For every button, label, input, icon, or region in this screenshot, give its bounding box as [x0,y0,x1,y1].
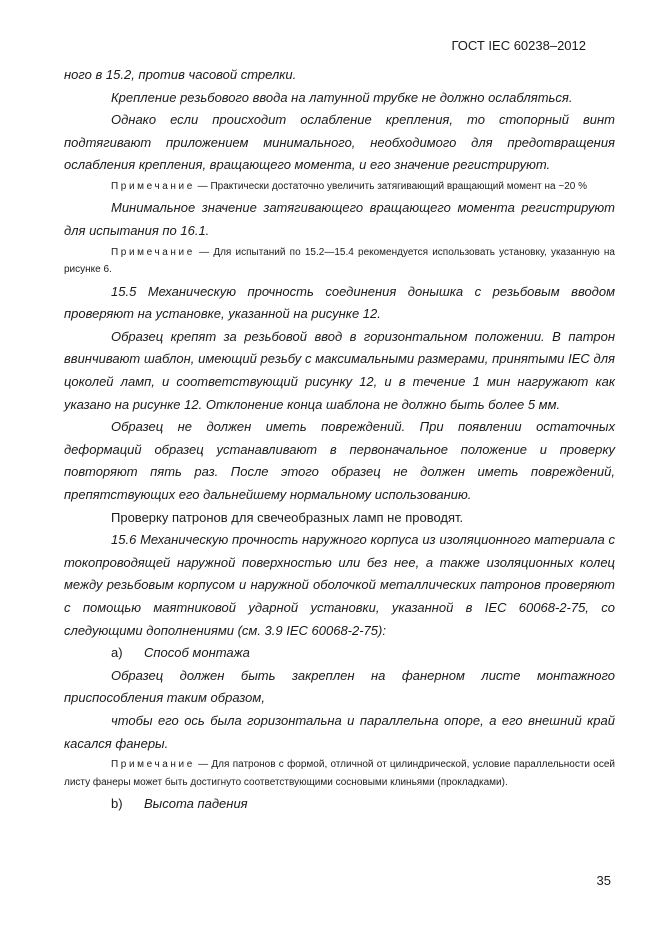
paragraph: Образец должен быть закреплен на фанерном листе монтажного приспособления таким образом, [64,667,615,706]
note-text: — Практически достаточно увеличить затягивающий вращающий момент на ~20 % [194,180,587,192]
clause-15-6: 15.6 Механическую прочность наружного корпуса из изоляционного материала с токопроводящей наружной поверхностью или без нее, а также изоляционных колец между резьбовым корпусом и наружной оболочкой металлических патронов проверяют с помощью маятниковой ударной установки, указанной в IEC 60068-2-75, со следующими дополнениями (см. 3.9 IEC 60068-2-75): [64,532,615,638]
paragraph: чтобы его ось была горизонтальна и параллельна опоре, а его внешний край касался фанеры. [64,712,615,751]
note-lead: Примечание [111,246,195,258]
paragraph: Проверку патронов для свечеобразных ламп не проводят. [111,509,464,525]
paragraph: Крепление резьбового ввода на латунной трубке не должно ослабляться. [111,89,573,105]
note-text: — Для испытаний по 15.2—15.4 рекомендуется использовать установку, указанную на рисунке 6. [64,246,615,276]
page-number: 35 [596,873,611,888]
note [64,756,615,791]
note-lead: Примечание [111,180,195,192]
list-item-label: Способ монтажа [144,645,250,661]
list-item-b [64,793,615,816]
page-body [64,64,615,816]
paragraph: Образец крепят за резьбовой ввод в горизонтальном положении. В патрон ввинчивают шаблон, имеющий резьбу с максимальными размерами, принятыми IEC для цоколей ламп, и соответствующий рисунку 12, и в течение 1 мин нагружают как указано на рисунке 12. Отклонение конца шаблона не должно быть более 5 мм. [64,328,615,412]
paragraph: Однако если происходит ослабление крепления, то стопорный винт подтягивают приложением минимального, необходимого для предотвращения ослабления крепления, вращающего момента, и его значение регистрируют. [64,112,615,173]
note [64,178,615,196]
list-item-a [64,642,615,665]
list-item-label: Высота падения [144,796,248,812]
clause-15-5: 15.5 Механическую прочность соединения донышка с резьбовым вводом проверяют на установке, указанной на рисунке 12. [64,283,615,322]
paragraph: Образец не должен иметь повреждений. При появлении остаточных деформаций образец устанавливают в первоначальное положение и проверку повторяют пять раз. После этого образец не должен иметь повреждений, препятствующих его дальнейшему нормальному использованию. [64,419,615,502]
paragraph: Минимальное значение затягивающего вращающего момента регистрируют для испытания по 16.1. [64,200,615,239]
note-text: — Для патронов с формой, отличной от цилиндрической, условие параллельности осей листу фанеры может быть достигнуто соответствующими сосновыми клиньями (прокладками). [64,759,615,788]
list-marker: a) [111,645,123,661]
list-marker: b) [111,796,123,812]
note-lead: Примечание [111,759,195,771]
note [64,244,615,279]
paragraph-continuation: ного в 15.2, против часовой стрелки. [64,67,297,82]
document-header: ГОСТ IEC 60238–2012 [451,38,586,53]
